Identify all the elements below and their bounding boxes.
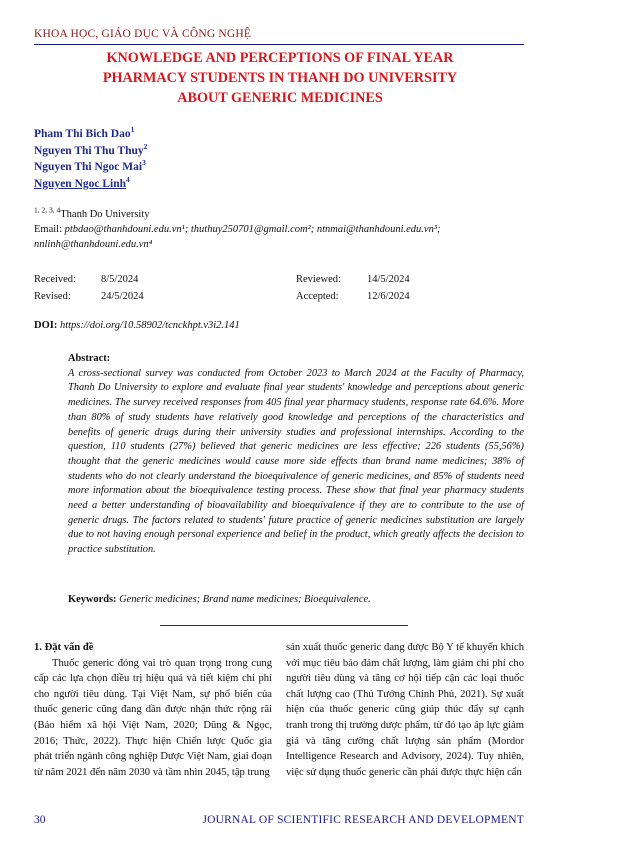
abstract-text: A cross-sectional survey was conducted from October 2023 to March 2024 at the Faculty of Pharmacy, Thanh Do University to explore and evaluate final year students' knowledge and perceptions about generic medicines. The survey received responses from 405 final year pharmacy students, response rate 64.6%. More than 80% of study students have relatively good knowledge and perceptions of the characteristics and benefits of generic drugs during their university studies and professional internships. According to the question, 110 students (27%) believed that generic medicines are less effective; 226 students (55,56%) thought that the generic medicines would cause more side effects than brand name medicines; 38% of students who do not clearly understand the bioequivalence of generic medicines, and 85% of students need more information about the bioequivalence testing process. These show that final year pharmacy students need a better understanding of bioavailability and bioequivalence if they are to contribute to the use of generic drugs. The factors related to students' future practice of generic medicines substitution are largely due to not having enough personal experience and belief in the product, which greatly affects the decision to practice substitution. — [68, 367, 524, 556]
keywords: Keywords: Generic medicines; Brand name medicines; Bioequivalence. — [68, 594, 371, 605]
journal-section-header: KHOA HỌC, GIÁO DỤC VÀ CÔNG NGHỆ — [34, 28, 252, 40]
abstract — [68, 352, 524, 558]
affiliation-block — [34, 207, 514, 252]
section-title: 1. Đặt vấn đề — [34, 642, 94, 653]
received-date: 8/5/2024 — [101, 274, 139, 285]
body-paragraph: Thuốc generic đóng vai trò quan trọng trong cung cấp các lựa chọn điều trị hiệu quả và tiết kiệm chi phí cho người tiêu dùng. Tại Việt Nam, sự phổ biến của thuốc generic cũng đang dần được nhận thức rộng rãi (Bảo hiểm xã hội Việt Nam, 2020; Dũng & Ngọc, 2016; Thức, 2022). Thực hiện Chiến lược Quốc gia phát triển ngành công nghiệp Dược Việt Nam, giai đoạn từ năm 2021 đến năm 2030 và tầm nhìn 2045, tập trung — [34, 657, 272, 778]
author: Nguyen Ngoc Linh$^4$ — [34, 174, 130, 190]
received-label: Received: — [34, 274, 76, 285]
article-dates — [34, 271, 514, 305]
author: Pham Thi Bich Dao$^1$ — [34, 125, 135, 140]
page-number: 30 — [34, 814, 46, 826]
abstract-divider — [160, 625, 408, 626]
abstract-heading: Abstract: — [68, 353, 111, 364]
doi: DOI: https://doi.org/10.58902/tcnckhpt.v3i2.141 — [34, 320, 240, 331]
reviewed-label: Reviewed: — [296, 274, 341, 285]
body-paragraph: sản xuất thuốc generic đang được Bộ Y tế khuyến khích với mục tiêu bảo đảm chất lượng, làm giảm chi phí cho người tiêu dùng và tăng cơ hội tiếp cận các loại thuốc chất lượng cao (Thủ Tướng Chính Phủ, 2021). Sự xuất hiện của thuốc generic cũng giúp thúc đẩy sự cạnh tranh trong thị trường dược phẩm, từ đó tạo áp lực giảm giá và tăng cường chất lượng sản phẩm (Mordor Intelligence Research and Advisory, 2024). Tuy nhiên, việc sử dụng thuốc generic cần phải được thực hiện cẩn — [286, 642, 524, 778]
journal-name: JOURNAL OF SCIENTIFIC RESEARCH AND DEVELOPMENT — [202, 814, 524, 826]
revised-date: 24/5/2024 — [101, 291, 144, 302]
doi-link[interactable]: https://doi.org/10.58902/tcnckhpt.v3i2.141 — [59, 320, 240, 331]
author: Nguyen Thi Thu Thuy$^2$ — [34, 141, 148, 157]
header-divider — [34, 44, 524, 45]
author-list — [34, 126, 147, 192]
title-line-2: PHARMACY STUDENTS IN THANH DO UNIVERSITY — [102, 70, 458, 86]
title-line-1: KNOWLEDGE AND PERCEPTIONS OF FINAL YEAR — [106, 50, 454, 66]
author-emails: Email: ptbdao@thanhdouni.edu.vn¹; thuthuy250701@gmail.com²; ntnmai@thanhdouni.edu.vn³; nnlinh@thanhdouni.edu.vn⁴ — [34, 224, 441, 250]
body-column-left — [34, 640, 272, 780]
accepted-label: Accepted: — [296, 291, 339, 302]
affiliation: $^{1, 2, 3, 4}$Thanh Do University — [34, 205, 150, 220]
body-column-right — [286, 640, 524, 780]
title-line-3: ABOUT GENERIC MEDICINES — [177, 90, 383, 106]
revised-label: Revised: — [34, 291, 71, 302]
reviewed-date: 14/5/2024 — [367, 274, 410, 285]
author: Nguyen Thi Ngoc Mai$^3$ — [34, 158, 146, 173]
paper-title — [60, 48, 500, 108]
accepted-date: 12/6/2024 — [367, 291, 410, 302]
